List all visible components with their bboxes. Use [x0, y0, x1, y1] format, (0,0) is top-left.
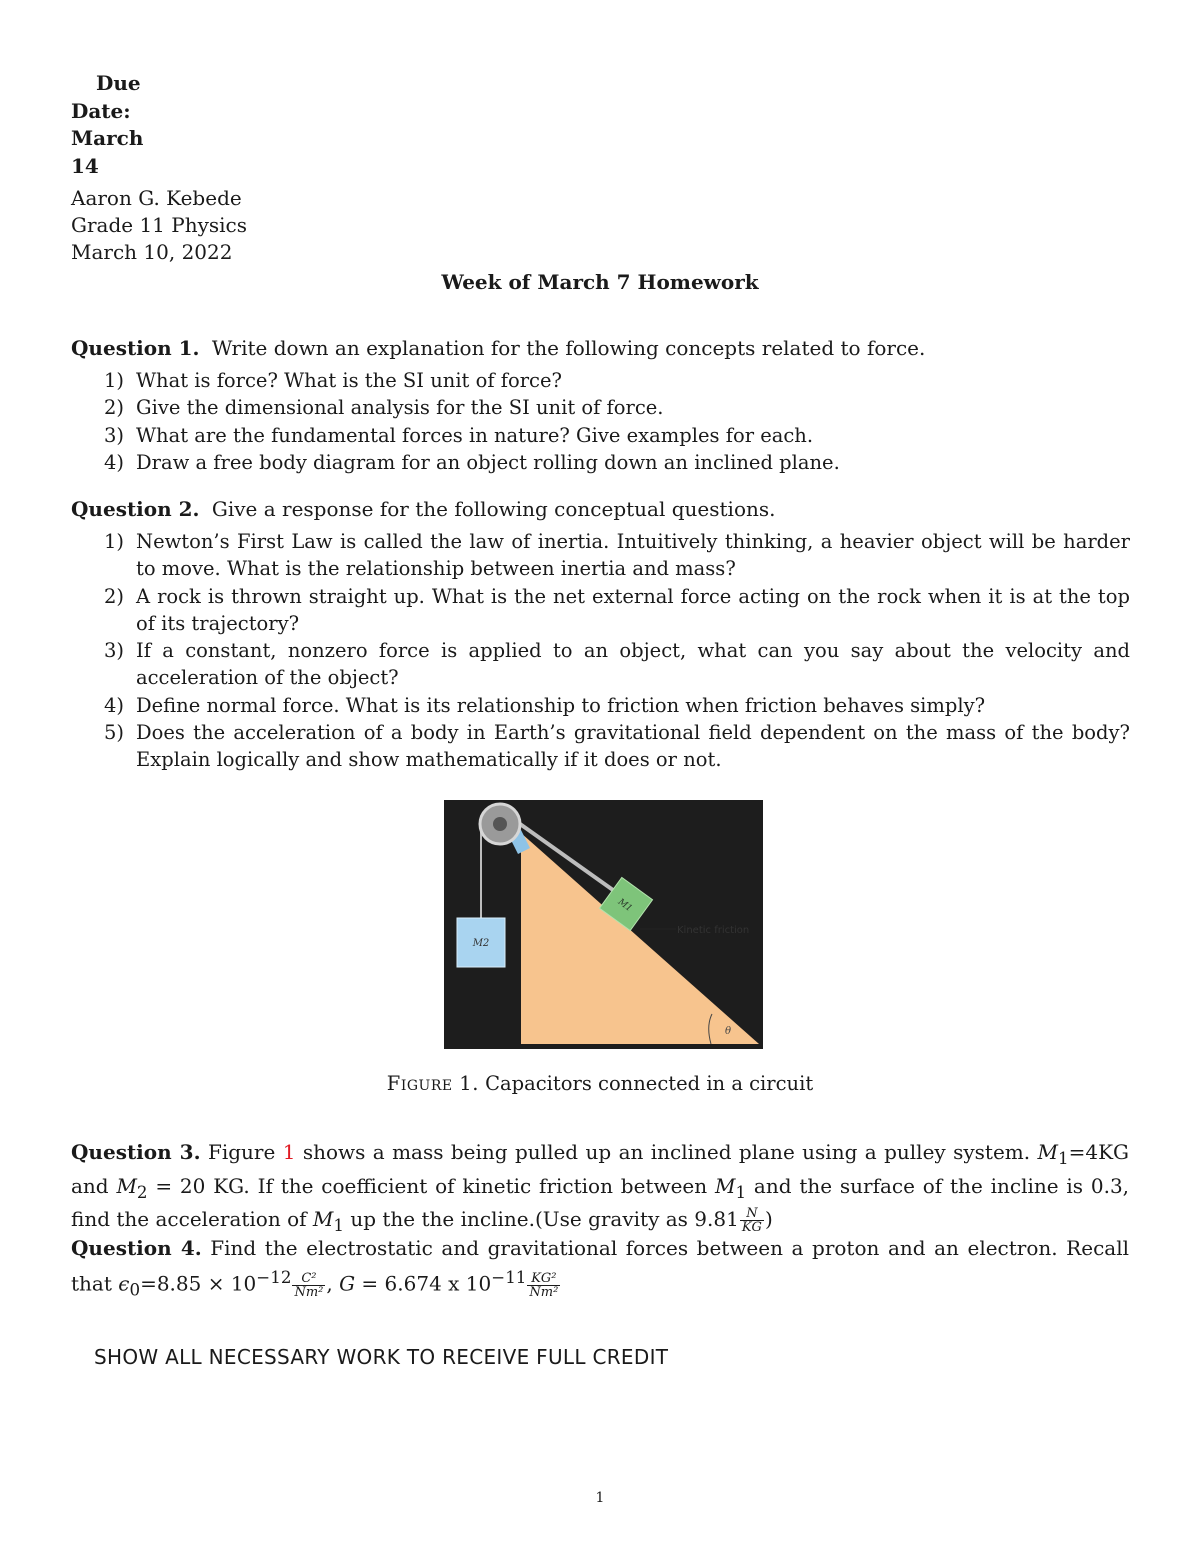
document-date: March 10, 2022 — [71, 240, 233, 264]
pulley-hub — [493, 817, 507, 831]
item-number: 5) — [104, 721, 125, 745]
question-3-text: =4KG and — [71, 1140, 1129, 1198]
mass-m1-label: M1 — [615, 897, 634, 915]
item-text: Does the acceleration of a body in Earth’s gravitational field dependent on the mass of the body? Explain logically and show mathematically if it does or not. — [136, 721, 1130, 772]
item-number: 1) — [104, 530, 125, 553]
fraction-denominator: KG — [741, 1220, 762, 1235]
question-2-label: Question 2. — [71, 497, 200, 521]
question-1-label: Question 1. — [71, 336, 200, 360]
incline-pulley-figure — [444, 800, 763, 1049]
list-item — [104, 528, 1130, 583]
mass-m2-label: M2 — [472, 938, 490, 949]
caption-text: Capacitors connected in a circuit — [485, 1072, 814, 1095]
exponent: −12 — [256, 1268, 292, 1287]
symbol-m1-subscript: 1 — [333, 1216, 344, 1235]
question-3-text: ) — [764, 1207, 773, 1231]
question-1-heading — [71, 336, 925, 360]
list-item — [104, 719, 1130, 774]
list-item — [104, 583, 1130, 638]
question-3 — [71, 1139, 1129, 1240]
item-text: What is force? What is the SI unit of force? — [136, 369, 562, 392]
fraction-n-per-kg — [740, 1207, 764, 1234]
item-number: 2) — [104, 584, 125, 608]
item-number: 4) — [104, 450, 125, 474]
due-line: Date: — [71, 98, 131, 123]
question-2-prompt: Give a response for the following conceptual questions. — [211, 497, 776, 521]
fraction-denominator: Nm² — [294, 1284, 324, 1300]
list-item — [104, 637, 1130, 692]
fraction-numerator: C² — [292, 1272, 325, 1286]
fraction-numerator: KG² — [527, 1272, 560, 1286]
item-text: If a constant, nonzero force is applied to an object, what can you say about the velocity and acceleration of the object? — [136, 639, 1130, 690]
due-date-block — [71, 70, 143, 180]
item-text: Draw a free body diagram for an object rolling down an inclined plane. — [136, 450, 840, 474]
question-3-text: shows a mass being pulled up an inclined plane using a pulley system. — [302, 1140, 1031, 1164]
list-item — [104, 422, 1130, 449]
question-2-list — [104, 528, 1130, 774]
question-4 — [71, 1233, 1129, 1306]
symbol-epsilon-subscript: 0 — [129, 1280, 141, 1300]
symbol-epsilon: ϵ — [118, 1271, 130, 1296]
question-3-label: Question 3. — [71, 1140, 201, 1164]
item-number: 4) — [104, 693, 125, 717]
question-3-text: up the the incline.(Use gravity as 9.81 — [350, 1207, 739, 1231]
symbol-m2-subscript: 2 — [136, 1182, 148, 1202]
friction-label: Kinetic friction — [677, 925, 750, 936]
full-credit-note: SHOW ALL NECESSARY WORK TO RECEIVE FULL CREDIT — [94, 1345, 669, 1369]
list-item — [104, 692, 1130, 719]
item-number: 1) — [104, 369, 125, 392]
figure-reference-link[interactable]: 1 — [282, 1140, 296, 1164]
course-name: Grade 11 Physics — [71, 213, 248, 237]
page-number: 1 — [595, 1490, 605, 1506]
symbol-m1-subscript: 1 — [1057, 1149, 1069, 1168]
fraction-numerator: N — [740, 1207, 764, 1221]
question-4-text: = 6.674 x 10 — [361, 1271, 492, 1296]
list-item — [104, 394, 1130, 421]
symbol-m2: M — [116, 1173, 137, 1198]
page-title: Week of March 7 Homework — [441, 270, 759, 294]
question-2-heading — [71, 497, 776, 521]
question-3-text: and the surface of the incline is 0.3, find the acceleration of — [71, 1173, 1130, 1231]
question-1-list — [104, 367, 1130, 476]
item-text: Define normal force. What is its relationship to friction when friction behaves simply? — [136, 693, 986, 717]
item-text: Newton’s First Law is called the law of inertia. Intuitively thinking, a heavier object will be harder to move. What is the relationship between inertia and mass? — [136, 530, 1130, 581]
symbol-g: G — [339, 1271, 356, 1296]
question-4-text: , — [326, 1271, 333, 1296]
list-item — [104, 367, 1130, 394]
item-number: 3) — [104, 639, 125, 663]
question-3-text: Figure — [207, 1140, 276, 1164]
exponent: −11 — [491, 1268, 527, 1287]
symbol-m1-subscript: 1 — [735, 1182, 747, 1202]
due-line: Due — [96, 71, 141, 95]
author-name: Aaron G. Kebede — [71, 186, 242, 210]
due-line: 14 — [71, 153, 99, 178]
author-block — [71, 185, 247, 266]
item-number: 2) — [104, 396, 125, 420]
question-4-text: =8.85 × 10 — [140, 1271, 257, 1296]
caption-prefix: Figure 1. — [386, 1072, 479, 1095]
question-4-label: Question 4. — [71, 1236, 202, 1260]
angle-label: θ — [725, 1026, 732, 1037]
fraction-denominator: Nm² — [529, 1284, 559, 1300]
list-item — [104, 449, 1130, 476]
item-text: What are the fundamental forces in nature? Give examples for each. — [136, 423, 814, 447]
figure-caption — [0, 1072, 1200, 1095]
question-1-prompt: Write down an explanation for the following concepts related to force. — [211, 336, 926, 360]
fraction-kg2-per-nm2 — [527, 1272, 560, 1299]
question-4-text: Find the electrostatic and gravitational forces between a proton and an electron. Recall that — [71, 1236, 1129, 1296]
symbol-m1: M — [1037, 1140, 1058, 1164]
item-text: Give the dimensional analysis for the SI unit of force. — [136, 396, 664, 420]
symbol-m1: M — [714, 1173, 736, 1198]
fraction-c2-per-nm2 — [292, 1272, 325, 1299]
due-line: March — [71, 126, 144, 150]
item-number: 3) — [104, 423, 125, 447]
item-text: A rock is thrown straight up. What is the net external force acting on the rock when it is at the top of its trajectory? — [136, 584, 1130, 635]
question-3-text: = 20 KG. If the coefficient of kinetic friction between — [155, 1173, 708, 1198]
symbol-m1: M — [312, 1207, 334, 1231]
